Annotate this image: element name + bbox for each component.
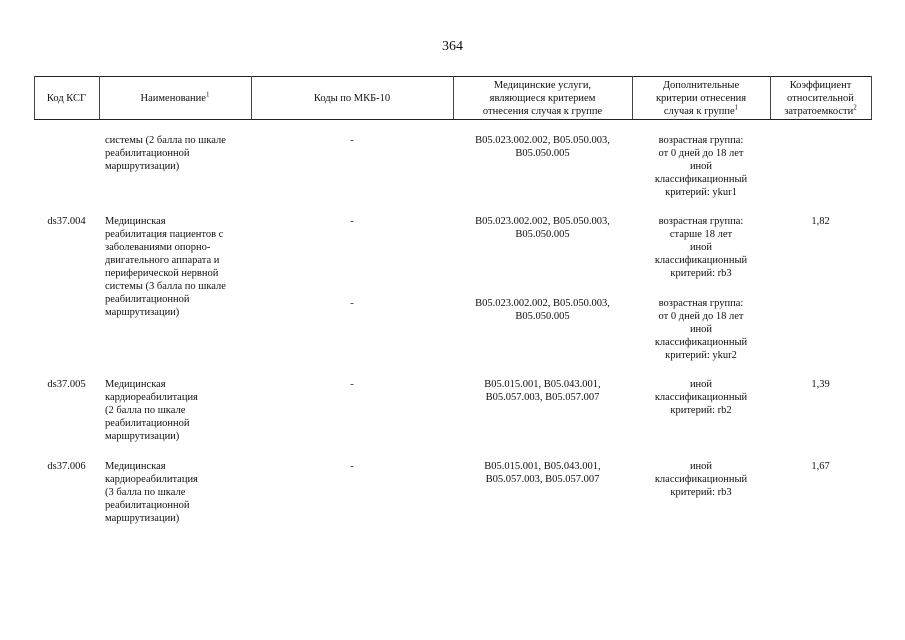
row-criteria: иной классификационный критерий: rb3: [654, 461, 748, 498]
table-header-bottom-rule: [34, 119, 872, 120]
row-criteria: возрастная группа: от 0 дней до 18 лет иной классификационный критерий: ykur1: [654, 135, 748, 198]
header-extra-criteria: Дополнительные критерии отнесения случая к группе$^1$: [655, 79, 747, 117]
row-criteria: иной классификационный критерий: rb2: [654, 379, 748, 416]
row-name: Медицинская реабилитация пациентов с заболеваниями опорно- двигательного аппарата и периферической нервной системы (3 балла по шкале реабилитационной маршрутизации): [105, 216, 226, 318]
header-services: Медицинские услуги, являющиеся критерием отнесения случая к группе: [482, 79, 603, 117]
row-services: B05.023.002.002, B05.050.003, B05.050.005: [475, 216, 610, 240]
row-icd: -: [350, 461, 354, 472]
header-code: Код КСГ: [46, 92, 87, 104]
row-coefficient: 1,67: [811, 461, 830, 472]
row-coefficient: 1,39: [811, 379, 830, 390]
row-services: B05.023.002.002, B05.050.003, B05.050.005: [475, 135, 610, 159]
row-icd: -: [350, 216, 354, 227]
row-name: системы (2 балла по шкале реабилитационной маршрутизации): [105, 135, 226, 172]
header-coefficient: Коэффициент относительной затратоемкости$^2$: [784, 79, 857, 117]
row-code: ds37.004: [47, 216, 86, 227]
row-icd: -: [350, 135, 354, 146]
row-code: ds37.006: [47, 461, 86, 472]
row-services: B05.023.002.002, B05.050.003, B05.050.005: [475, 298, 610, 322]
row-icd: -: [350, 379, 354, 390]
header-icd: Коды по МКБ-10: [313, 92, 391, 104]
row-icd: -: [350, 298, 354, 309]
row-services: B05.015.001, B05.043.001, B05.057.003, B05.057.007: [484, 461, 601, 485]
row-code: ds37.005: [47, 379, 86, 390]
header-name: Наименование$^1$: [140, 90, 210, 104]
row-criteria: возрастная группа: от 0 дней до 18 лет иной классификационный критерий: ykur2: [654, 298, 748, 361]
row-name: Медицинская кардиореабилитация (3 балла по шкале реабилитационной маршрутизации): [105, 461, 198, 524]
row-name: Медицинская кардиореабилитация (2 балла по шкале реабилитационной маршрутизации): [105, 379, 198, 442]
row-criteria: возрастная группа: старше 18 лет иной классификационный критерий: rb3: [654, 216, 748, 279]
row-coefficient: 1,82: [811, 216, 830, 227]
header-divider: [871, 76, 872, 119]
row-services: B05.015.001, B05.043.001, B05.057.003, B05.057.007: [484, 379, 601, 403]
page-number: 364: [442, 39, 463, 54]
